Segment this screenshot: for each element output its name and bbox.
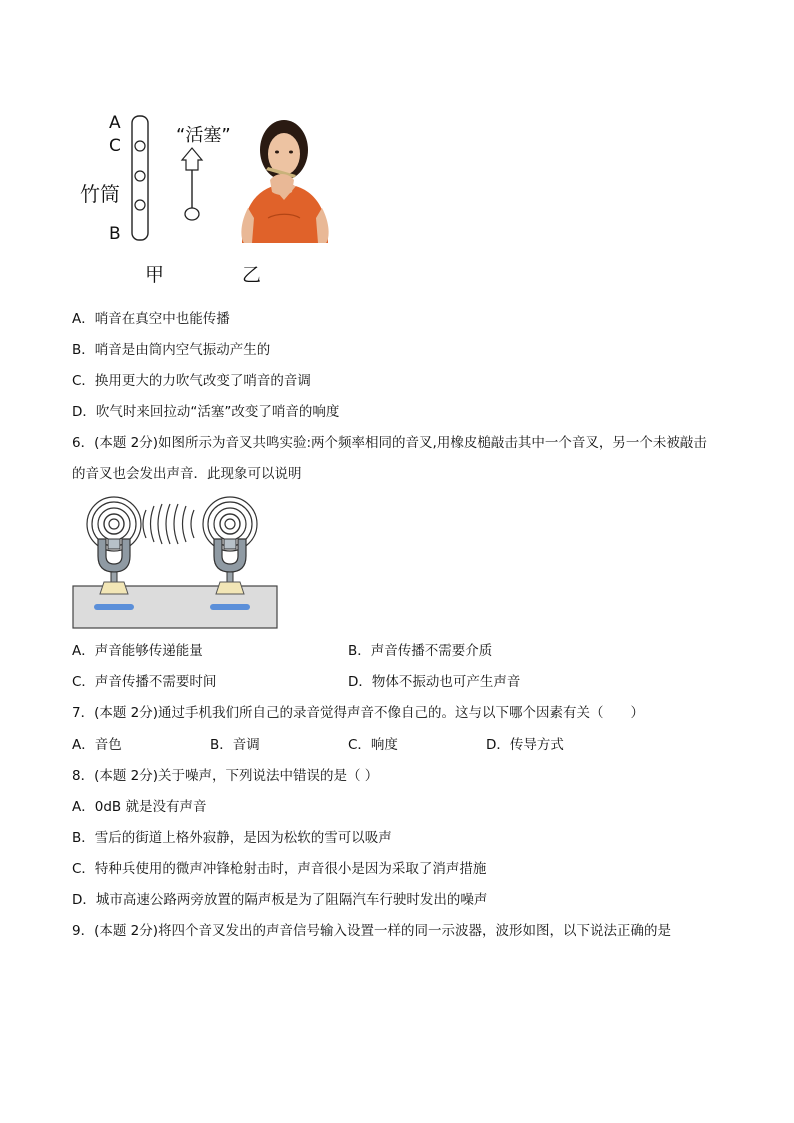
tube-hole <box>135 171 145 181</box>
q8-option-c: C．特种兵使用的微声冲锋枪射击时，声音很小是因为采取了消声措施 <box>72 861 487 877</box>
q7-option-c: C．响度 <box>348 737 398 753</box>
q5-option-d: D．吹气时来回拉动“活塞”改变了哨音的响度 <box>72 404 340 420</box>
piston-handle <box>185 208 199 220</box>
q7-option-a: A．音色 <box>72 737 122 753</box>
whistle-figure <box>72 108 342 288</box>
q7-option-b: B．音调 <box>210 737 260 753</box>
q6-option-c: C．声音传播不需要时间 <box>72 674 217 690</box>
q8-option-a: A．0dB 就是没有声音 <box>72 799 207 815</box>
girl-playing-whistle <box>241 120 328 243</box>
q7-stem: 7．(本题 2分)通过手机我们所自己的录音觉得声音不像自己的。这与以下哪个因素有关（ ） <box>72 705 645 721</box>
q6-stem-line1: 6．(本题 2分)如图所示为音叉共鸣实验:两个频率相同的音叉,用橡皮槌敲击其中一个音叉，另一个未被敲击 <box>72 435 707 451</box>
tuning-fork-figure <box>72 494 282 630</box>
q6-option-a: A．声音能够传递能量 <box>72 643 203 659</box>
q5-option-b: B．哨音是由筒内空气振动产生的 <box>72 342 271 358</box>
q6-stem-line2: 的音叉也会发出声音．此现象可以说明 <box>72 466 302 482</box>
tube-hole <box>135 200 145 210</box>
q9-stem: 9．(本题 2分)将四个音叉发出的声音信号输入设置一样的同一示波器，波形如图，以下说法正确的是 <box>72 923 672 939</box>
q8-option-d: D．城市高速公路两旁放置的隔声板是为了阻隔汽车行驶时发出的噪声 <box>72 892 488 908</box>
q6-option-d: D．物体不振动也可产生声音 <box>348 674 521 690</box>
q5-option-a: A．哨音在真空中也能传播 <box>72 311 230 327</box>
q6-option-b: B．声音传播不需要介质 <box>348 643 493 659</box>
caption-yi: 乙 <box>242 264 262 286</box>
q5-option-c: C．换用更大的力吹气改变了哨音的音调 <box>72 373 311 389</box>
label-c: C <box>109 136 121 156</box>
label-a: A <box>109 113 121 133</box>
piston-label: “活塞” <box>176 125 231 146</box>
caption-jia: 甲 <box>145 264 165 286</box>
sound-wave-lines <box>143 504 194 544</box>
tuning-fork-diagram <box>72 494 282 630</box>
bamboo-label: 竹筒 <box>80 182 120 206</box>
label-b: B <box>109 224 121 244</box>
q8-stem: 8．(本题 2分)关于噪声，下列说法中错误的是（ ） <box>72 768 379 784</box>
up-arrow-icon <box>182 148 202 170</box>
tube-hole <box>135 141 145 151</box>
q8-option-b: B．雪后的街道上格外寂静，是因为松软的雪可以吸声 <box>72 830 392 846</box>
q7-option-d: D．传导方式 <box>486 737 564 753</box>
